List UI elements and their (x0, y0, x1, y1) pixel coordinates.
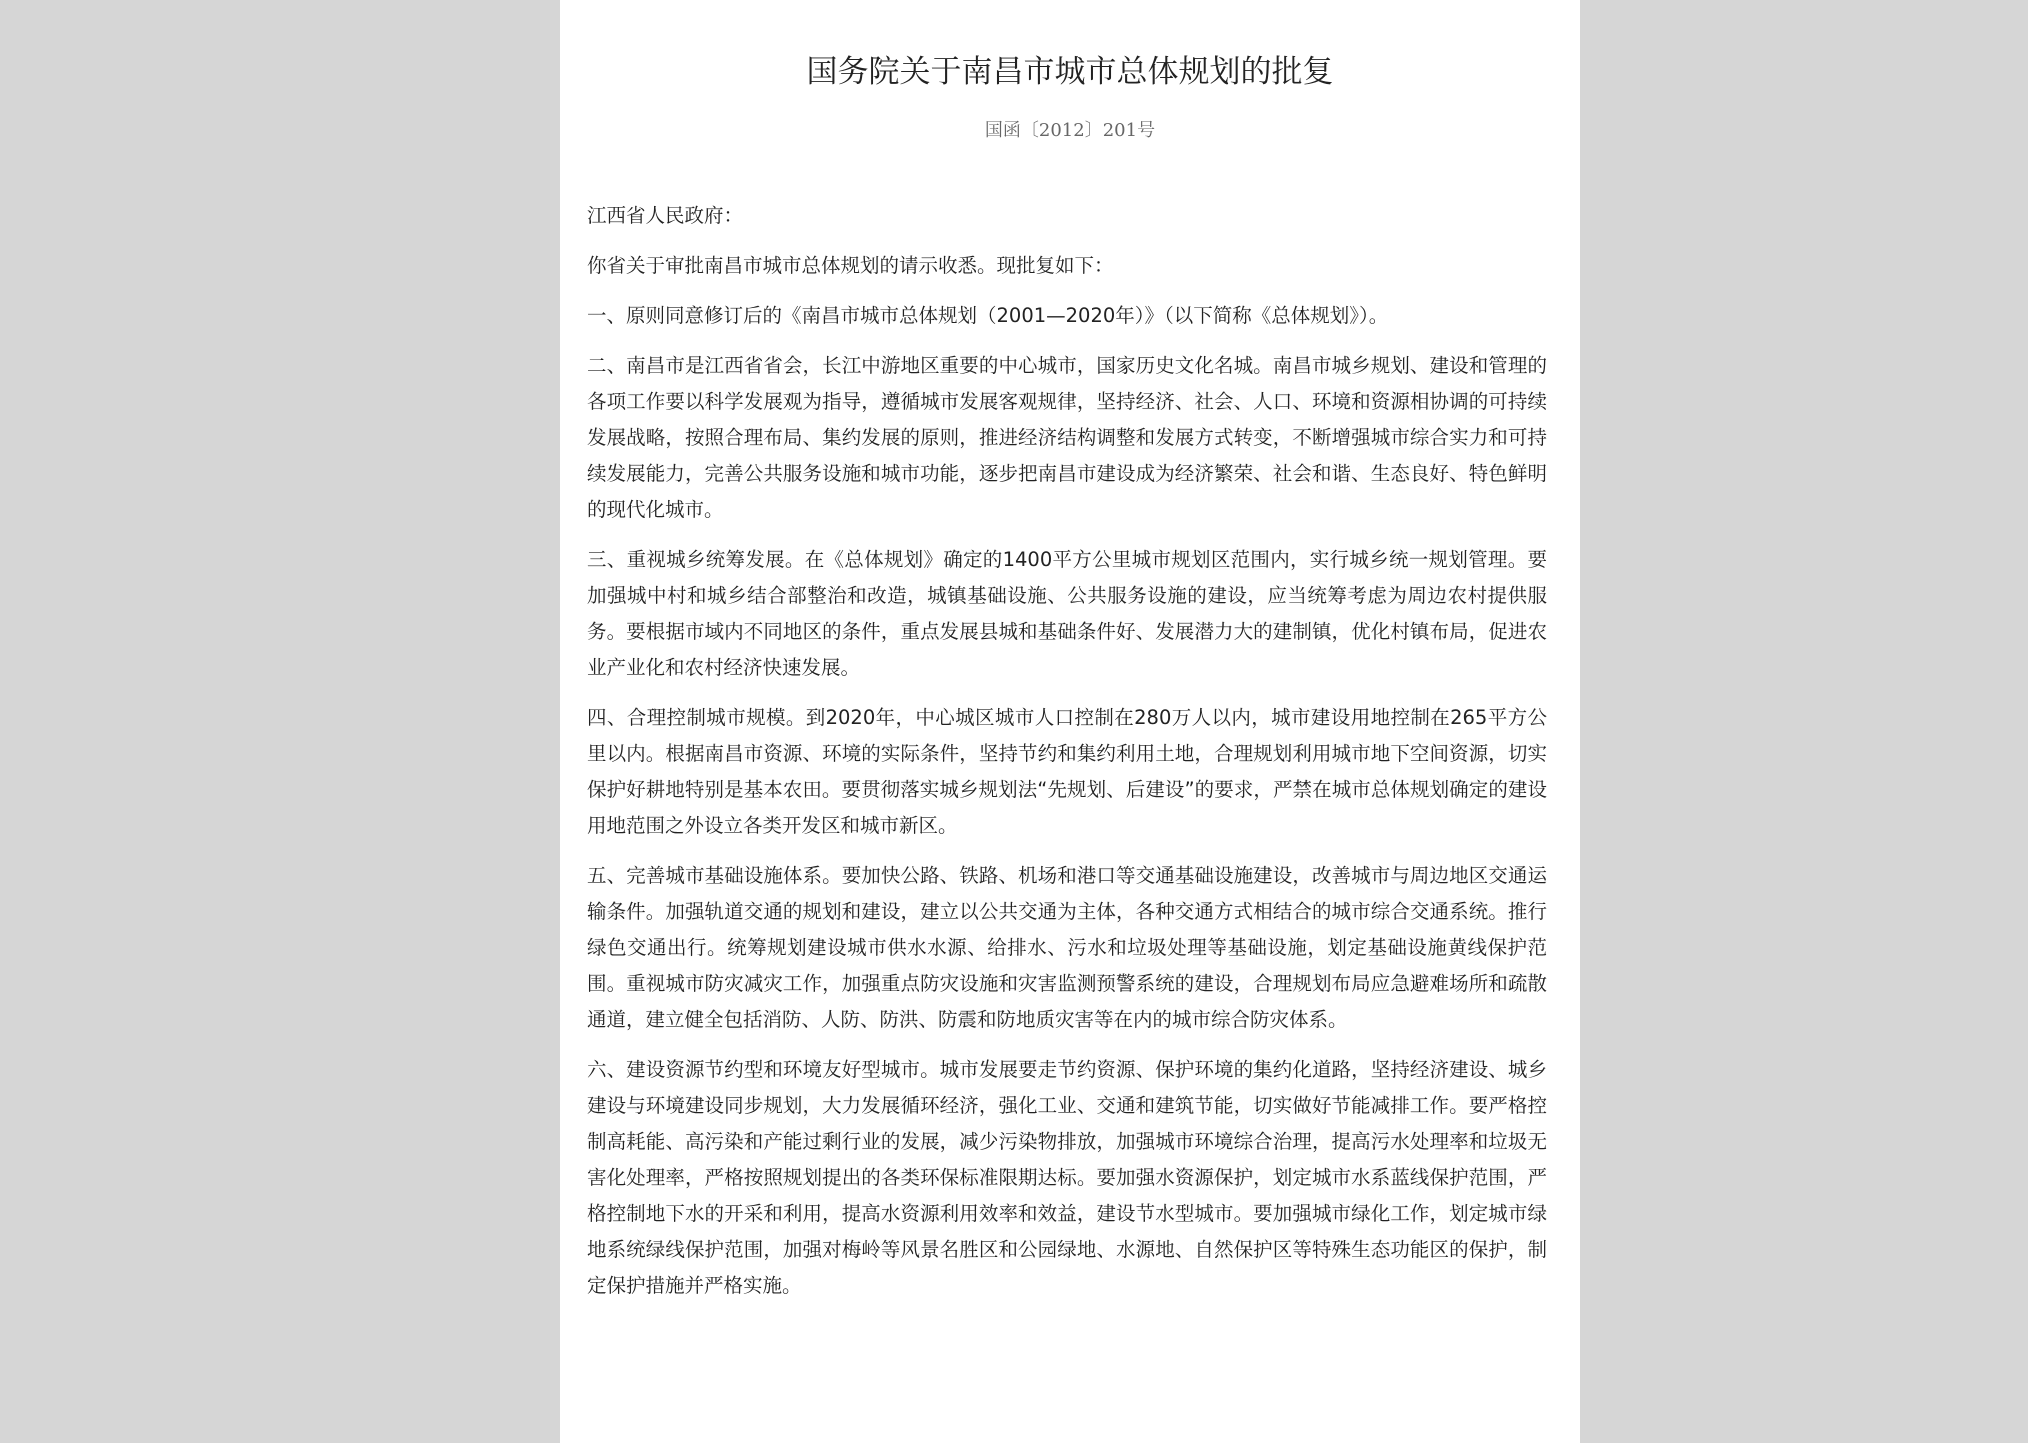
intro-paragraph: 你省关于审批南昌市城市总体规划的请示收悉。现批复如下： (587, 254, 1114, 277)
paragraph-1: 一、原则同意修订后的《南昌市城市总体规划（2001—2020年）》（以下简称《总体规划》）。 (587, 304, 1389, 327)
document-page (560, 0, 1580, 1443)
document-body (587, 198, 1547, 1318)
document-title: 国务院关于南昌市城市总体规划的批复 (806, 54, 1334, 90)
addressee: 江西省人民政府： (587, 204, 744, 227)
paragraph-4: 四、合理控制城市规模。到2020年，中心城区城市人口控制在280万人以内，城市建设用地控制在265平方公里以内。根据南昌市资源、环境的实际条件，坚持节约和集约利用土地，合理规划利用城市地下空间资源，切实保护好耕地特别是基本农田。要贯彻落实城乡规划法“先规划、后建设”的要求，严禁在城市总体规划确定的建设用地范围之外设立各类开发区和城市新区。 (587, 706, 1547, 837)
paragraph-5: 五、完善城市基础设施体系。要加快公路、铁路、机场和港口等交通基础设施建设，改善城市与周边地区交通运输条件。加强轨道交通的规划和建设，建立以公共交通为主体，各种交通方式相结合的城市综合交通系统。推行绿色交通出行。统筹规划建设城市供水水源、给排水、污水和垃圾处理等基础设施，划定基础设施黄线保护范围。重视城市防灾减灾工作，加强重点防灾设施和灾害监测预警系统的建设，合理规划布局应急避难场所和疏散通道，建立健全包括消防、人防、防洪、防震和防地质灾害等在内的城市综合防灾体系。 (587, 864, 1547, 1031)
paragraph-2: 二、南昌市是江西省省会，长江中游地区重要的中心城市，国家历史文化名城。南昌市城乡规划、建设和管理的各项工作要以科学发展观为指导，遵循城市发展客观规律，坚持经济、社会、人口、环境和资源相协调的可持续发展战略，按照合理布局、集约发展的原则，推进经济结构调整和发展方式转变，不断增强城市综合实力和可持续发展能力，完善公共服务设施和城市功能，逐步把南昌市建设成为经济繁荣、社会和谐、生态良好、特色鲜明的现代化城市。 (587, 354, 1547, 521)
paragraph-6: 六、建设资源节约型和环境友好型城市。城市发展要走节约资源、保护环境的集约化道路，坚持经济建设、城乡建设与环境建设同步规划，大力发展循环经济，强化工业、交通和建筑节能，切实做好节能减排工作。要严格控制高耗能、高污染和产能过剩行业的发展，减少污染物排放，加强城市环境综合治理，提高污水处理率和垃圾无害化处理率，严格按照规划提出的各类环保标准限期达标。要加强水资源保护，划定城市水系蓝线保护范围，严格控制地下水的开采和利用，提高水资源利用效率和效益，建设节水型城市。要加强城市绿化工作，划定城市绿地系统绿线保护范围，加强对梅岭等风景名胜区和公园绿地、水源地、自然保护区等特殊生态功能区的保护，制定保护措施并严格实施。 (587, 1058, 1547, 1297)
paragraph-3: 三、重视城乡统筹发展。在《总体规划》确定的1400平方公里城市规划区范围内，实行城乡统一规划管理。要加强城中村和城乡结合部整治和改造，城镇基础设施、公共服务设施的建设，应当统筹考虑为周边农村提供服务。要根据市域内不同地区的条件，重点发展县城和基础条件好、发展潜力大的建制镇，优化村镇布局，促进农业产业化和农村经济快速发展。 (587, 548, 1547, 679)
document-number: 国函〔2012〕201号 (984, 120, 1156, 141)
